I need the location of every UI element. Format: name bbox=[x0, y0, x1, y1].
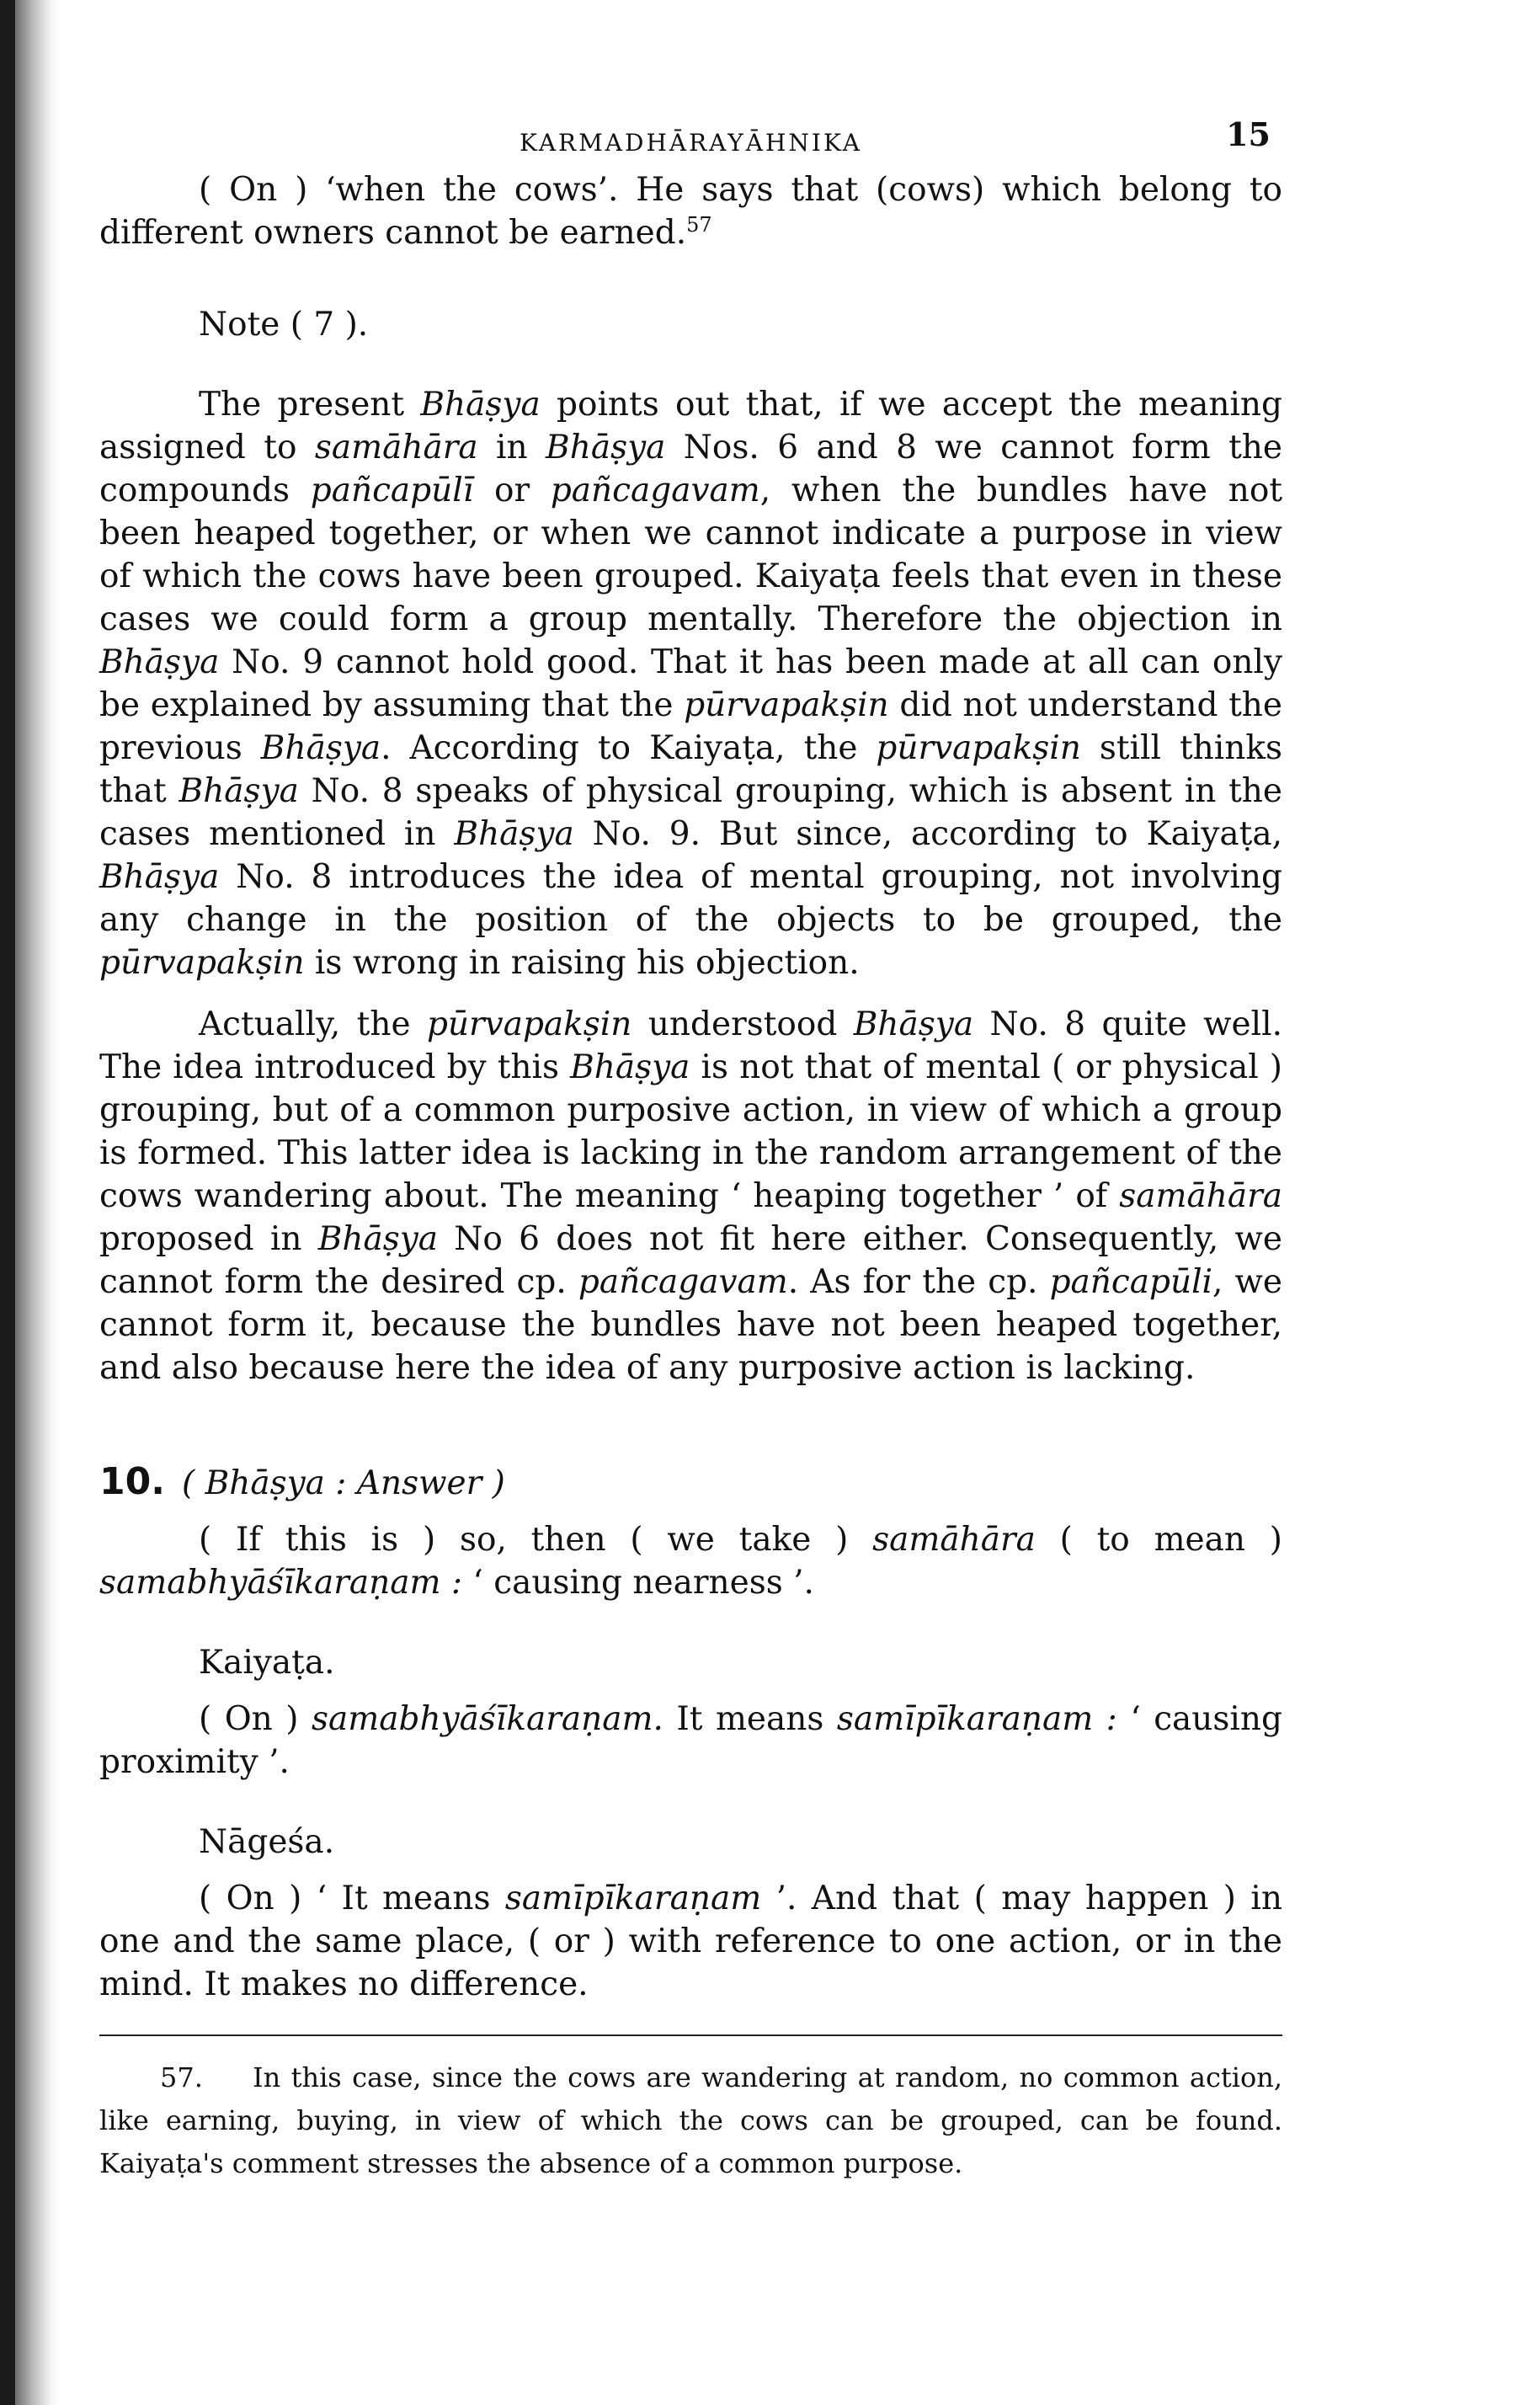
intro-text: ( On ) ‘when the cows’. He says that (cows) which belong to different owners cannot be earned. bbox=[99, 171, 1282, 252]
footnote bbox=[99, 2056, 1282, 2185]
nagesa-label: Nāgeśa. bbox=[199, 1823, 335, 1861]
note-paragraph-1: The present Bhāṣya points out that, if we accept the meaning assigned to samāhāra in Bhāṣya Nos. 6 and 8 we cannot form the compounds pañcapūlī or pañcagavam, when the bundles have not been heaped together, or when we cannot indicate a purpose in view of which the cows have been grouped. Kaiyaṭa feels that even in these cases we could form a group mentally. Therefore the objection in Bhāṣya No. 9 cannot hold good. That it has been made at all can only be explained by assuming that the pūrvapakṣin did not understand the previous Bhāṣya. According to Kaiyaṭa, the pūrvapakṣin still thinks that Bhāṣya No. 8 speaks of physical grouping, which is absent in the cases mentioned in Bhāṣya No. 9. But since, according to Kaiyaṭa, Bhāṣya No. 8 introduces the idea of mental grouping, not involving any change in the position of the objects to be grouped, the pūrvapakṣin is wrong in raising his objection. bbox=[99, 386, 1283, 982]
footnote-text: In this case, since the cows are wandering at random, no common action, like earning, buying, in view of which the cows can be grouped, can be found. Kaiyaṭa's comment stresses the absence of a common purpose. bbox=[99, 2061, 1282, 2179]
kaiyata-label: Kaiyaṭa. bbox=[199, 1644, 335, 1682]
kaiyata-paragraph: ( On ) samabhyāśīkaraṇam. It means samīpīkaraṇam : ‘ causing proximity ’. bbox=[99, 1700, 1282, 1781]
page-header bbox=[99, 109, 1282, 168]
section-number: 10. bbox=[99, 1460, 165, 1503]
nagesa-paragraph: ( On ) ‘ It means samīpīkaraṇam ’. And that ( may happen ) in one and the same place, ( or ) with reference to one action, or in the mind. It makes no difference. bbox=[99, 1880, 1282, 2003]
book-binding-edge bbox=[0, 0, 15, 2405]
footnote-number: 57. bbox=[160, 2061, 203, 2093]
note-heading: Note ( 7 ). bbox=[199, 306, 369, 344]
page-number: 15 bbox=[1226, 115, 1271, 153]
footnote-divider bbox=[99, 2034, 1282, 2036]
section-title: ( Bhāṣya : Answer ) bbox=[181, 1464, 505, 1502]
answer-paragraph: ( If this is ) so, then ( we take ) samāhāra ( to mean ) samabhyāśīkaraṇam : ‘ causing nearness ’. bbox=[99, 1521, 1282, 1602]
intro-paragraph bbox=[99, 168, 1282, 254]
note-paragraph-2: Actually, the pūrvapakṣin understood Bhāṣya No. 8 quite well. The idea introduced by this Bhāṣya is not that of mental ( or physical ) grouping, but of a common purposive action, in view of which a group is formed. This latter idea is lacking in the random arrangement of the cows wandering about. The meaning ‘ heaping together ’ of samāhāra proposed in Bhāṣya No 6 does not fit here either. Consequently, we cannot form the desired cp. pañcagavam. As for the cp. pañcapūli, we cannot form it, because the bundles have not been heaped together, and also because here the idea of any purposive action is lacking. bbox=[99, 1005, 1282, 1387]
running-title: KARMADHĀRAYĀHNIKA bbox=[520, 129, 862, 157]
section-heading bbox=[99, 1460, 1282, 1505]
page bbox=[99, 109, 1282, 2185]
footnote-ref: 57 bbox=[686, 213, 712, 237]
